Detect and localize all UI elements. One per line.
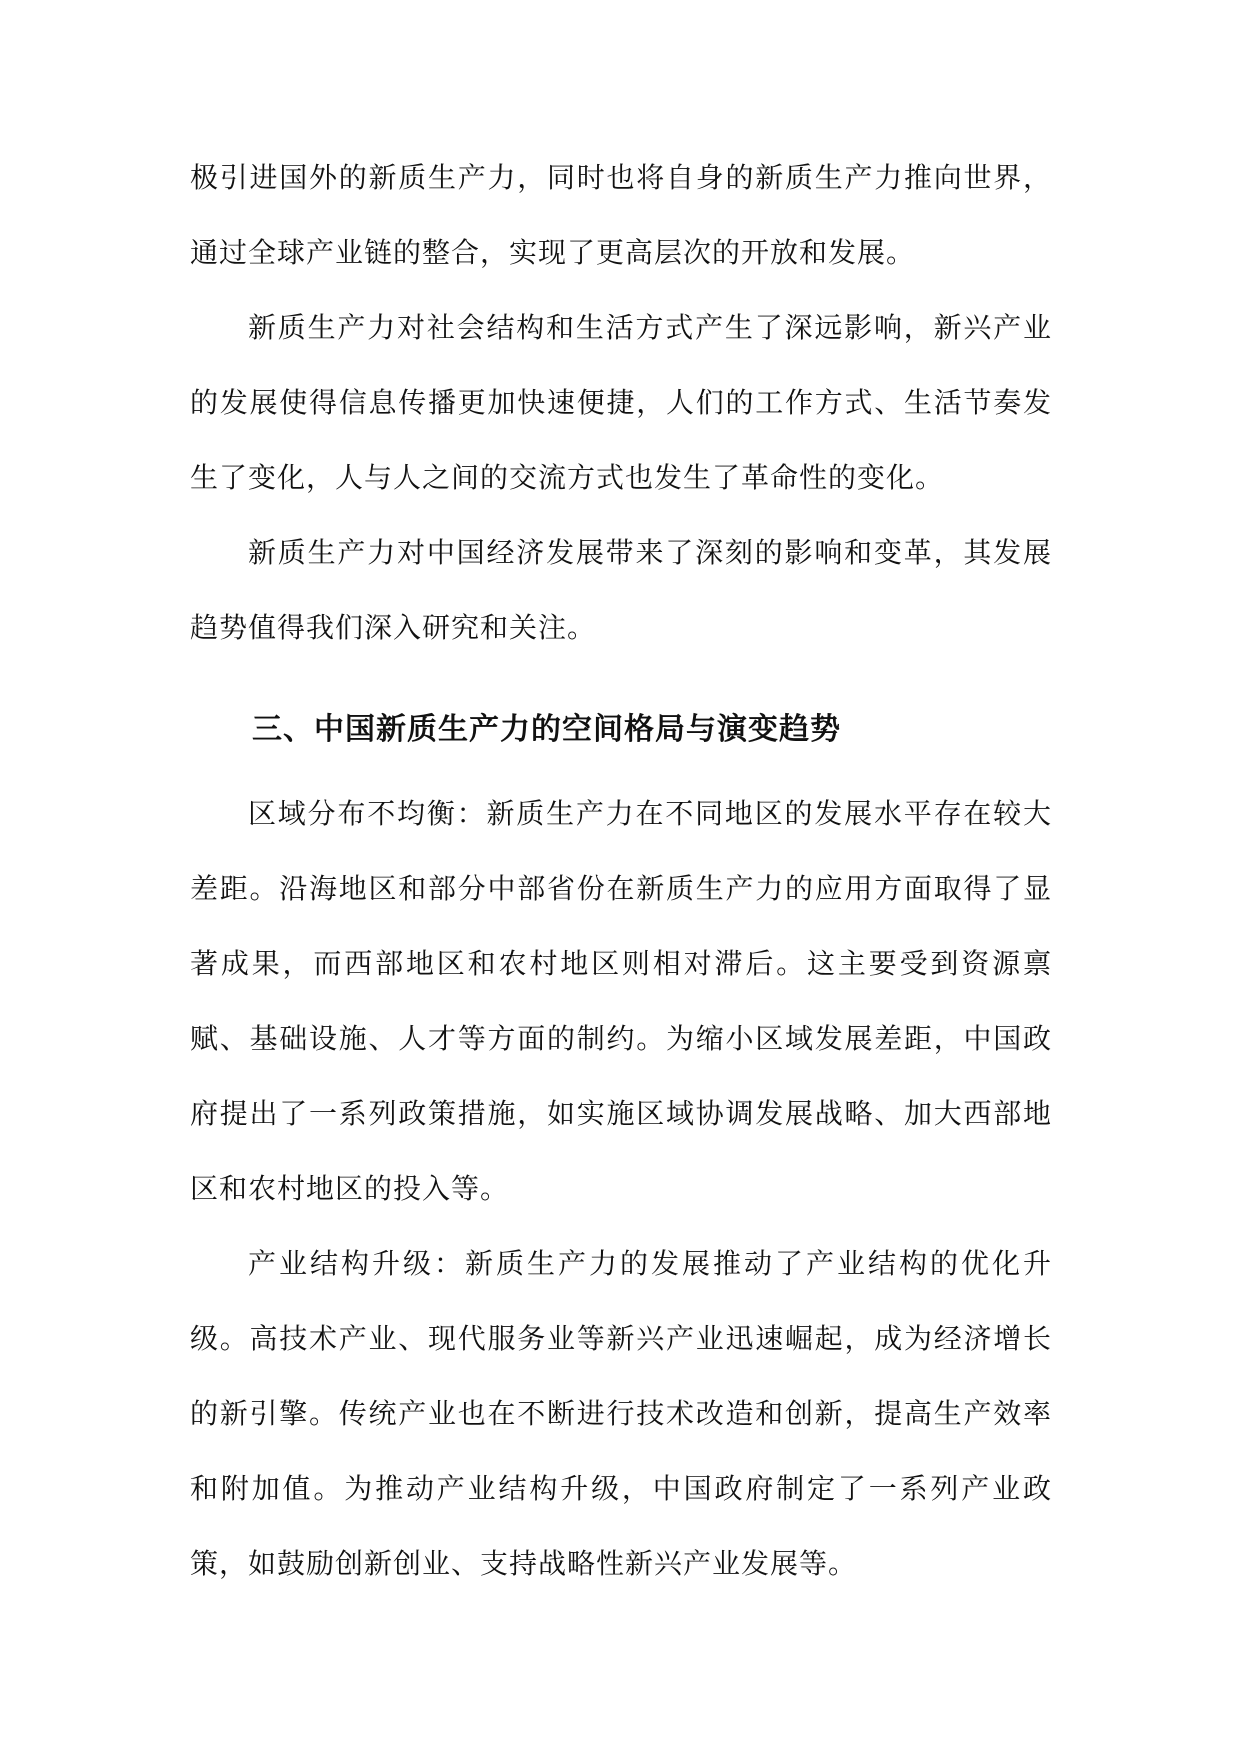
paragraph-social-impact: 新质生产力对社会结构和生活方式产生了深远影响，新兴产业的发展使得信息传播更加快速便捷，人们的工作方式、生活节奏发生了变化，人与人之间的交流方式也发生了革命性的变化。 <box>190 311 1052 494</box>
paragraph-industrial-upgrade: 产业结构升级：新质生产力的发展推动了产业结构的优化升级。高技术产业、现代服务业等新兴产业迅速崛起，成为经济增长的新引擎。传统产业也在不断进行技术改造和创新，提高生产效率和附加值。为推动产业结构升级，中国政府制定了一系列产业政策，如鼓励创新创业、支持战略性新兴产业发展等。 <box>190 1247 1052 1580</box>
section-heading: 三、中国新质生产力的空间格局与演变趋势 <box>252 712 841 747</box>
paragraph-regional-distribution: 区域分布不均衡：新质生产力在不同地区的发展水平存在较大差距。沿海地区和部分中部省份在新质生产力的应用方面取得了显著成果，而西部地区和农村地区则相对滞后。这主要受到资源禀赋、基础设施、人才等方面的制约。为缩小区域发展差距，中国政府提出了一系列政策措施，如实施区域协调发展战略、加大西部地区和农村地区的投入等。 <box>190 797 1052 1205</box>
paragraph-economic-impact: 新质生产力对中国经济发展带来了深刻的影响和变革，其发展趋势值得我们深入研究和关注。 <box>190 536 1052 644</box>
document-body <box>190 140 1052 1601</box>
paragraph-continuation: 极引进国外的新质生产力，同时也将自身的新质生产力推向世界，通过全球产业链的整合，实现了更高层次的开放和发展。 <box>190 161 1052 269</box>
